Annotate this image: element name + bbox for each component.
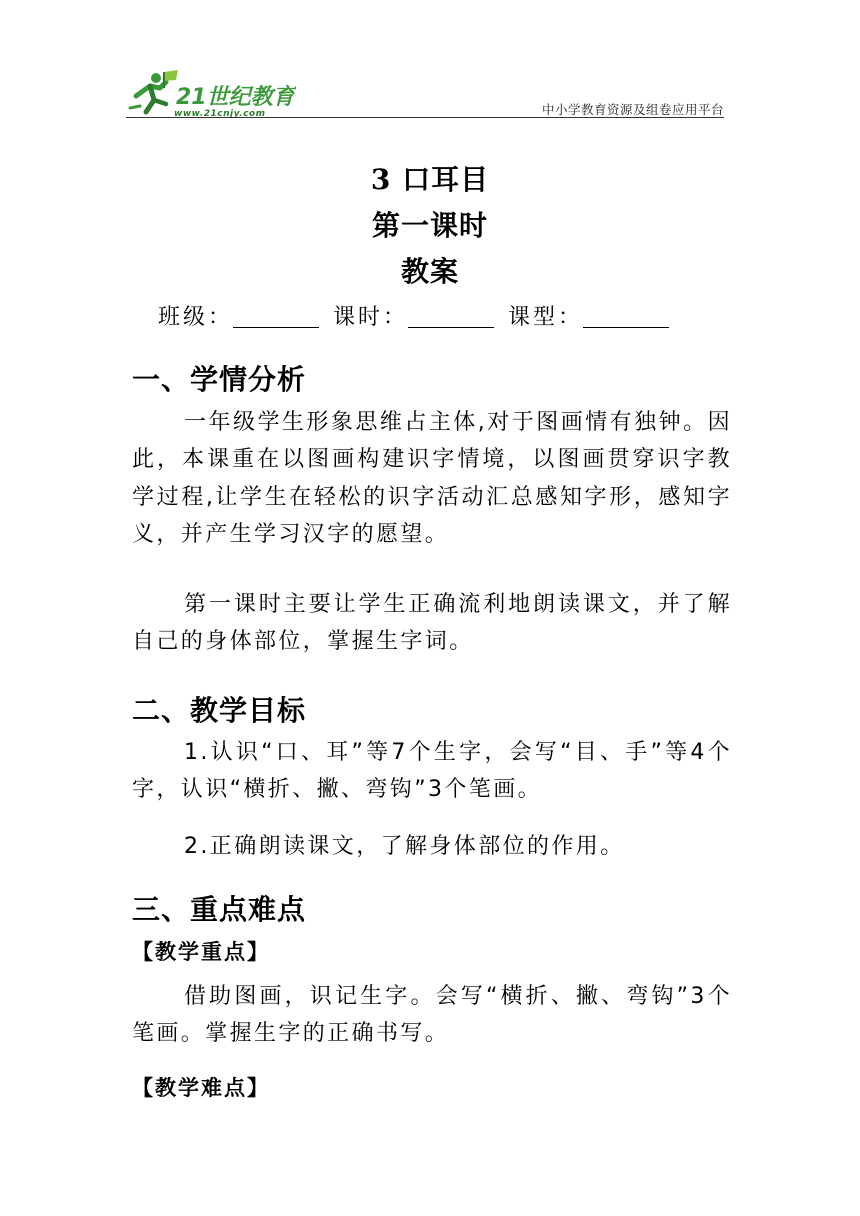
logo [126,68,296,118]
header-divider [126,117,724,118]
runner-logo-icon [126,68,296,118]
objective-item-2: 2.正确朗读课文，了解身体部位的作用。 [184,834,625,859]
lesson-period-title: 第一课时 [371,209,488,242]
page-header [126,62,724,118]
svg-text:www.21cnjy.com: www.21cnjy.com [174,109,266,118]
type-blank [583,305,669,328]
type-label: 课型： [508,305,584,330]
section-heading-analysis: 一、学情分析 [132,363,307,396]
key-point-text: 借助图画，识记生字。会写“横折、撇、弯钩”3个笔画。掌握生字的正确书写。 [132,984,732,1047]
class-blank [233,305,319,328]
header-tagline: 中小学教育资源及组卷应用平台 [541,102,724,117]
class-label: 班级： [158,305,234,330]
objective-item-1: 1.认识“口、耳”等7个生字，会写“目、手”等4个字，认识“横折、撇、弯钩”3个笔画。 [132,740,732,803]
lesson-title: 3 口耳目 [370,163,490,196]
section-heading-key-points: 三、重点难点 [132,893,307,926]
difficult-point-label: 【教学难点】 [132,1075,270,1100]
svg-text:21世纪教育: 21世纪教育 [176,85,295,110]
key-point-label: 【教学重点】 [132,939,270,964]
analysis-paragraph-2: 第一课时主要让学生正确流利地朗读课文，并了解自己的身体部位，掌握生字词。 [132,592,732,655]
period-label: 课时： [333,305,409,330]
period-blank [408,305,494,328]
lesson-plan-title: 教案 [400,255,459,288]
section-heading-objectives: 二、教学目标 [132,694,307,727]
analysis-paragraph-1: 一年级学生形象思维占主体,对于图画情有独钟。因此，本课重在以图画构建识字情境，以图画贯穿识字教学过程,让学生在轻松的识字活动汇总感知字形，感知字义，并产生学习汉字的愿望。 [132,410,732,547]
meta-line [158,300,669,331]
